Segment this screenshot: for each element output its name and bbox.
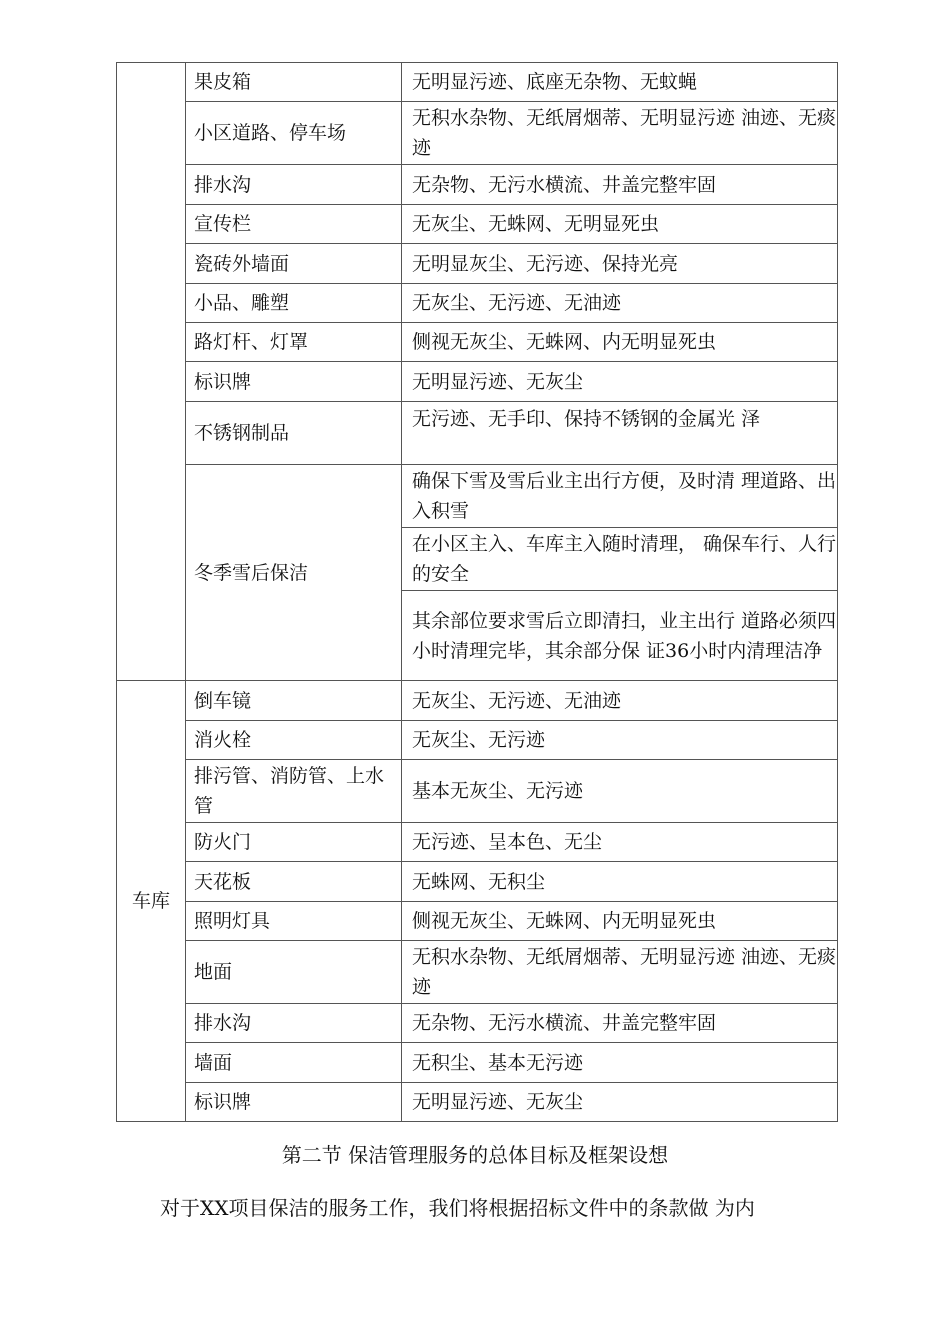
table-row — [117, 323, 838, 362]
table-row — [117, 902, 838, 941]
requirement-cell: 其余部位要求雪后立即清扫，业主出行 道路必须四小时清理完毕，其余部分保 证36小时内清理洁净 — [402, 591, 838, 681]
requirement-cell: 无灰尘、无污迹、无油迹 — [402, 681, 838, 721]
requirement-cell: 无积水杂物、无纸屑烟蒂、无明显污迹 油迹、无痰迹 — [402, 941, 838, 1004]
item-cell: 排水沟 — [186, 165, 402, 205]
table-row — [117, 284, 838, 323]
table-row — [117, 465, 838, 528]
area-cell — [117, 63, 186, 681]
cleaning-standards-table — [116, 62, 838, 1122]
table-row — [117, 862, 838, 902]
requirement-cell: 在小区主入、车库主入随时清理， 确保车行、人行的安全 — [402, 528, 838, 591]
table-row — [117, 362, 838, 402]
area-cell: 车库 — [117, 681, 186, 1122]
item-cell: 宣传栏 — [186, 205, 402, 244]
requirement-cell: 无积尘、基本无污迹 — [402, 1043, 838, 1083]
requirement-cell: 无污迹、呈本色、无尘 — [402, 823, 838, 862]
table-row — [117, 823, 838, 862]
requirement-cell: 无杂物、无污水横流、井盖完整牢固 — [402, 165, 838, 205]
item-cell: 小区道路、停车场 — [186, 102, 402, 165]
item-cell: 路灯杆、灯罩 — [186, 323, 402, 362]
requirement-cell: 无污迹、无手印、保持不锈钢的金属光 泽 — [402, 402, 838, 465]
table-row — [117, 165, 838, 205]
requirement-cell: 无灰尘、无污迹 — [402, 721, 838, 760]
requirement-cell: 确保下雪及雪后业主出行方便，及时清 理道路、出入积雪 — [402, 465, 838, 528]
requirement-cell: 无积水杂物、无纸屑烟蒂、无明显污迹 油迹、无痰迹 — [402, 102, 838, 165]
table-row — [117, 402, 838, 465]
item-cell: 消火栓 — [186, 721, 402, 760]
item-cell: 标识牌 — [186, 362, 402, 402]
requirement-cell: 无蛛网、无积尘 — [402, 862, 838, 902]
table-row — [117, 244, 838, 284]
table-row — [117, 1043, 838, 1083]
item-cell: 照明灯具 — [186, 902, 402, 941]
item-cell: 瓷砖外墙面 — [186, 244, 402, 284]
table-row — [117, 1083, 838, 1122]
section-heading: 第二节 保洁管理服务的总体目标及框架设想 — [281, 1143, 669, 1167]
requirement-cell: 无明显污迹、无灰尘 — [402, 362, 838, 402]
requirement-cell: 无明显污迹、底座无杂物、无蚊蝇 — [402, 63, 838, 102]
item-cell: 不锈钢制品 — [186, 402, 402, 465]
item-cell: 标识牌 — [186, 1083, 402, 1122]
requirement-cell: 侧视无灰尘、无蛛网、内无明显死虫 — [402, 323, 838, 362]
item-cell: 墙面 — [186, 1043, 402, 1083]
table-row — [117, 760, 838, 823]
item-cell: 天花板 — [186, 862, 402, 902]
requirement-cell: 无杂物、无污水横流、井盖完整牢固 — [402, 1004, 838, 1043]
item-cell: 果皮箱 — [186, 63, 402, 102]
table-row — [117, 102, 838, 165]
table-row — [117, 721, 838, 760]
requirement-cell: 无明显灰尘、无污迹、保持光亮 — [402, 244, 838, 284]
item-cell: 防火门 — [186, 823, 402, 862]
table-row — [117, 941, 838, 1004]
table-row — [117, 1004, 838, 1043]
item-cell: 小品、雕塑 — [186, 284, 402, 323]
requirement-cell: 无明显污迹、无灰尘 — [402, 1083, 838, 1122]
table-row — [117, 681, 838, 721]
table-row — [117, 205, 838, 244]
item-cell: 排水沟 — [186, 1004, 402, 1043]
requirement-cell: 侧视无灰尘、无蛛网、内无明显死虫 — [402, 902, 838, 941]
requirement-cell: 无灰尘、无污迹、无油迹 — [402, 284, 838, 323]
requirement-cell: 基本无灰尘、无污迹 — [402, 760, 838, 823]
item-cell: 冬季雪后保洁 — [186, 465, 402, 681]
item-cell: 排污管、消防管、上水管 — [186, 760, 402, 823]
body-paragraph: 对于XX项目保洁的服务工作，我们将根据招标文件中的条款做 为内 — [160, 1196, 755, 1220]
table-row — [117, 63, 838, 102]
item-cell: 倒车镜 — [186, 681, 402, 721]
item-cell: 地面 — [186, 941, 402, 1004]
requirement-cell: 无灰尘、无蛛网、无明显死虫 — [402, 205, 838, 244]
